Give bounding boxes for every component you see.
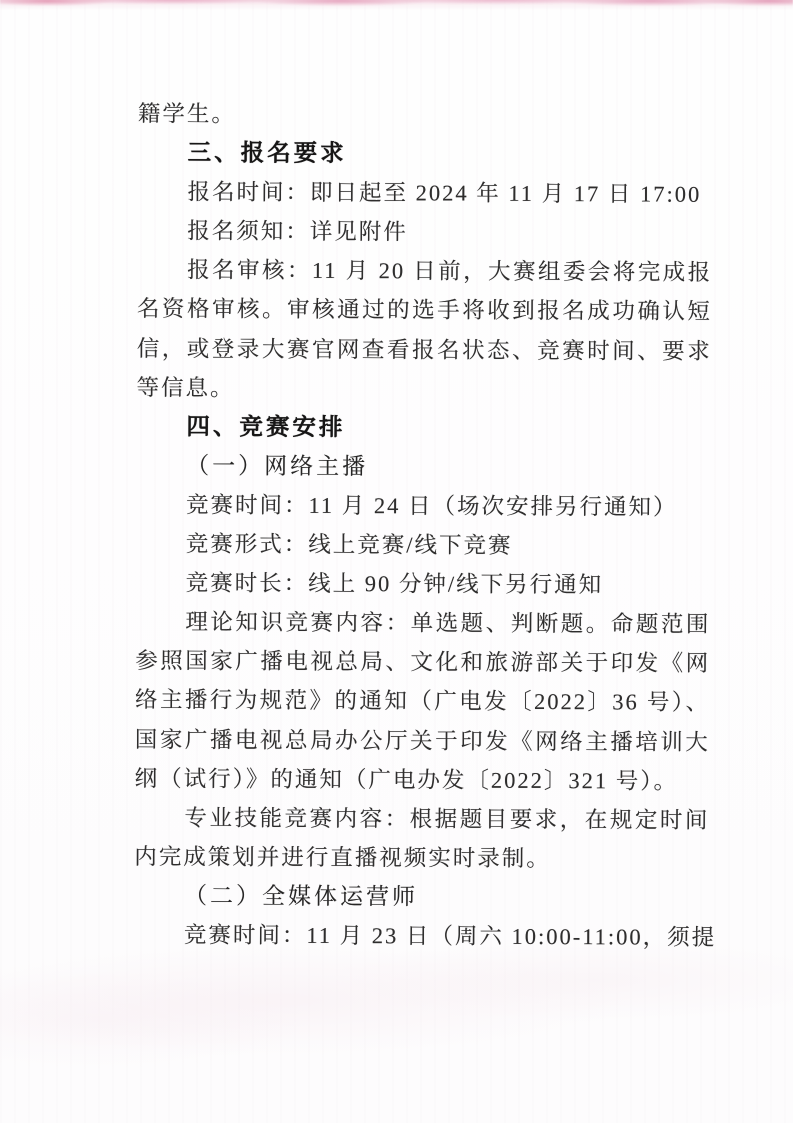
text-line: 竞赛形式：线上竞赛/线下竞赛: [185, 530, 513, 558]
subsection-heading: （一）网络主播: [186, 452, 369, 479]
text-line: 等信息。: [136, 374, 235, 400]
text-line: 参照国家广播电视总局、文化和旅游部关于印发《网: [135, 647, 711, 676]
text-line: 报名须知：详见附件: [187, 218, 408, 245]
subsection-heading: （二）全媒体运营师: [184, 882, 419, 909]
text-line: 信，或登录大赛官网查看报名状态、竞赛时间、要求: [136, 335, 712, 363]
text-line: 竞赛时长：线上 90 分钟/线下另行通知: [185, 569, 604, 597]
text-line: 竞赛时间：11 月 23 日（周六 10:00-11:00，须提: [183, 921, 717, 950]
text-line: 籍学生。: [137, 100, 236, 126]
text-line: 名资格审核。审核通过的选手将收到报名成功确认短: [136, 295, 713, 324]
document-text-block: [134, 94, 717, 957]
text-line: 内完成策划并进行直播视频实时录制。: [134, 843, 551, 871]
text-line: 络主播行为规范》的通知（广电发〔2022〕36 号）、: [134, 686, 711, 715]
section-heading: 四、竞赛安排: [186, 412, 346, 440]
scan-artifact-top-edge: [0, 0, 793, 11]
text-line: 理论知识竞赛内容：单选题、判断题。命题范围: [185, 608, 711, 637]
text-line: 报名审核：11 月 20 日前，大赛组委会将完成报: [187, 257, 713, 285]
text-line: 国家广播电视总局办公厅关于印发《网络主播培训大: [134, 725, 710, 754]
text-line: 竞赛时间：11 月 24 日（场次安排另行通知）: [185, 491, 678, 520]
text-line: 专业技能竞赛内容：根据题目要求，在规定时间: [184, 804, 710, 832]
text-line: 报名时间：即日起至 2024 年 11 月 17 日 17:00: [187, 178, 702, 207]
section-heading: 三、报名要求: [187, 138, 347, 166]
text-line: 纲（试行）》的通知（广电办发〔2022〕321 号）。: [134, 765, 679, 793]
